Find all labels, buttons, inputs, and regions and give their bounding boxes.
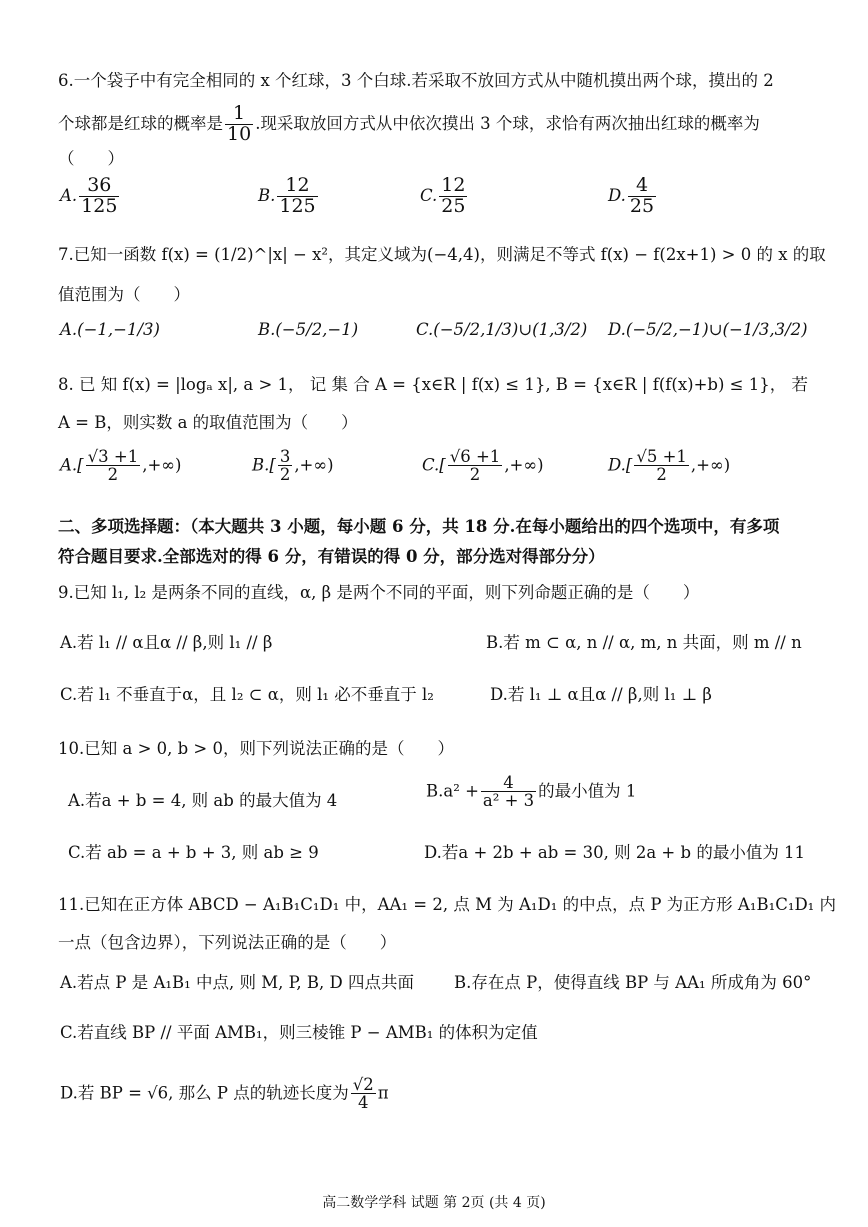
q9-option-c: C.若 l₁ 不垂直于α，且 l₂ ⊂ α，则 l₁ 必不垂直于 l₂ bbox=[60, 685, 434, 704]
q9-option-b: B.若 m ⊂ α, n // α, m, n 共面，则 m // n bbox=[486, 633, 802, 652]
q6-option-c: C. $\frac{12}{25}$ bbox=[420, 174, 466, 217]
q9-option-d: D.若 l₁ ⊥ α且α // β,则 l₁ ⊥ β bbox=[490, 685, 712, 704]
section2-heading-line1: 二、多项选择题：（本大题共 3 小题，每小题 6 分，共 18 分.在每小题给出的四个选项中，有多项 bbox=[58, 517, 780, 536]
section2-heading-line2: 符合题目要求.全部选对的得 6 分，有错误的得 0 分，部分选对得部分分） bbox=[58, 547, 605, 566]
q6-fraction: $\frac{1}{10}$ bbox=[227, 102, 252, 145]
q11-line2: 一点（包含边界），下列说法正确的是（ ） bbox=[58, 933, 397, 952]
q7-line2: 值范围为（ ） bbox=[58, 285, 190, 304]
q7-option-a: A.(−1,−1/3) bbox=[60, 320, 160, 339]
q6-option-d: D. $\frac{4}{25}$ bbox=[608, 174, 655, 217]
q6-option-b: B. $\frac{12}{125}$ bbox=[258, 174, 316, 217]
q8-option-d: D.[ $\frac{√5 +1}{2}$ ,+∞) bbox=[608, 447, 731, 485]
q7-option-d: D.(−5/2,−1)∪(−1/3,3/2) bbox=[608, 320, 808, 339]
q8-options bbox=[60, 448, 828, 504]
q11-line1: 11.已知在正方体 ABCD − A₁B₁C₁D₁ 中，AA₁ = 2, 点 M 为 A₁D₁ 的中点，点 P 为正方形 A₁B₁C₁D₁ 内 bbox=[58, 895, 837, 914]
q11-option-b: B.存在点 P，使得直线 BP 与 AA₁ 所成角为 60° bbox=[454, 973, 812, 992]
q6-line1: 6.一个袋子中有完全相同的 x 个红球，3 个白球.若采取不放回方式从中随机摸出两个球，摸出的 2 bbox=[58, 71, 774, 90]
q6-paren: （ ） bbox=[58, 149, 124, 168]
q10-stem: 10.已知 a > 0, b > 0，则下列说法正确的是（ ） bbox=[58, 739, 454, 758]
q7-option-b: B.(−5/2,−1) bbox=[258, 320, 359, 339]
q8-option-c: C.[ $\frac{√6 +1}{2}$ ,+∞) bbox=[422, 447, 544, 485]
q10-option-b: B.a² + $\frac{4}{\text{a² + 3}}$ 的最小值为 1 bbox=[426, 773, 637, 811]
q10-option-c: C.若 ab = a + b + 3, 则 ab ≥ 9 bbox=[68, 843, 319, 862]
q8-line1: 8. 已 知 f(x) = |logₐ x|, a > 1， 记 集 合 A = {x∈R | f(x) ≤ 1}, B = {x∈R | f(f(x)+b) ≤ 1}， 若 bbox=[58, 375, 808, 394]
q8-option-b: B.[ $\frac{3}{2}$ ,+∞) bbox=[252, 447, 334, 485]
q9-stem: 9.已知 l₁, l₂ 是两条不同的直线，α, β 是两个不同的平面，则下列命题正确的是（ ） bbox=[58, 583, 700, 602]
q11-option-d: D.若 BP = √6, 那么 P 点的轨迹长度为 $\frac{√2}{4}$ π bbox=[60, 1075, 389, 1113]
page-footer: 高二数学学科 试题 第 2页 (共 4 页) bbox=[322, 1195, 546, 1211]
q11-option-c: C.若直线 BP // 平面 AMB₁，则三棱锥 P − AMB₁ 的体积为定值 bbox=[60, 1023, 538, 1042]
q7-option-c: C.(−5/2,1/3)∪(1,3/2) bbox=[416, 320, 588, 339]
q11-option-a: A.若点 P 是 A₁B₁ 中点, 则 M, P, B, D 四点共面 bbox=[60, 973, 414, 992]
q7-options bbox=[60, 320, 828, 354]
q10-option-d: D.若a + 2b + ab = 30, 则 2a + b 的最小值为 11 bbox=[424, 843, 806, 862]
q6-options bbox=[60, 176, 828, 226]
q7-line1: 7.已知一函数 f(x) = (1/2)^|x| − x²，其定义域为(−4,4)，则满足不等式 f(x) − f(2x+1) > 0 的 x 的取 bbox=[58, 245, 826, 264]
q6-option-a: A. $\frac{36}{125}$ bbox=[60, 174, 118, 217]
q6-line2: 个球都是红球的概率是 $\frac{1}{10}$ .现采取放回方式从中依次摸出 3 个球，求恰有两次抽出红球的概率为 bbox=[58, 102, 760, 145]
q9-option-a: A.若 l₁ // α且α // β,则 l₁ // β bbox=[60, 633, 273, 652]
q8-option-a: A.[ $\frac{√3 +1}{2}$ ,+∞) bbox=[60, 447, 182, 485]
q10-option-a: A.若a + b = 4, 则 ab 的最大值为 4 bbox=[68, 791, 338, 810]
q8-line2: A = B，则实数 a 的取值范围为（ ） bbox=[58, 413, 358, 432]
